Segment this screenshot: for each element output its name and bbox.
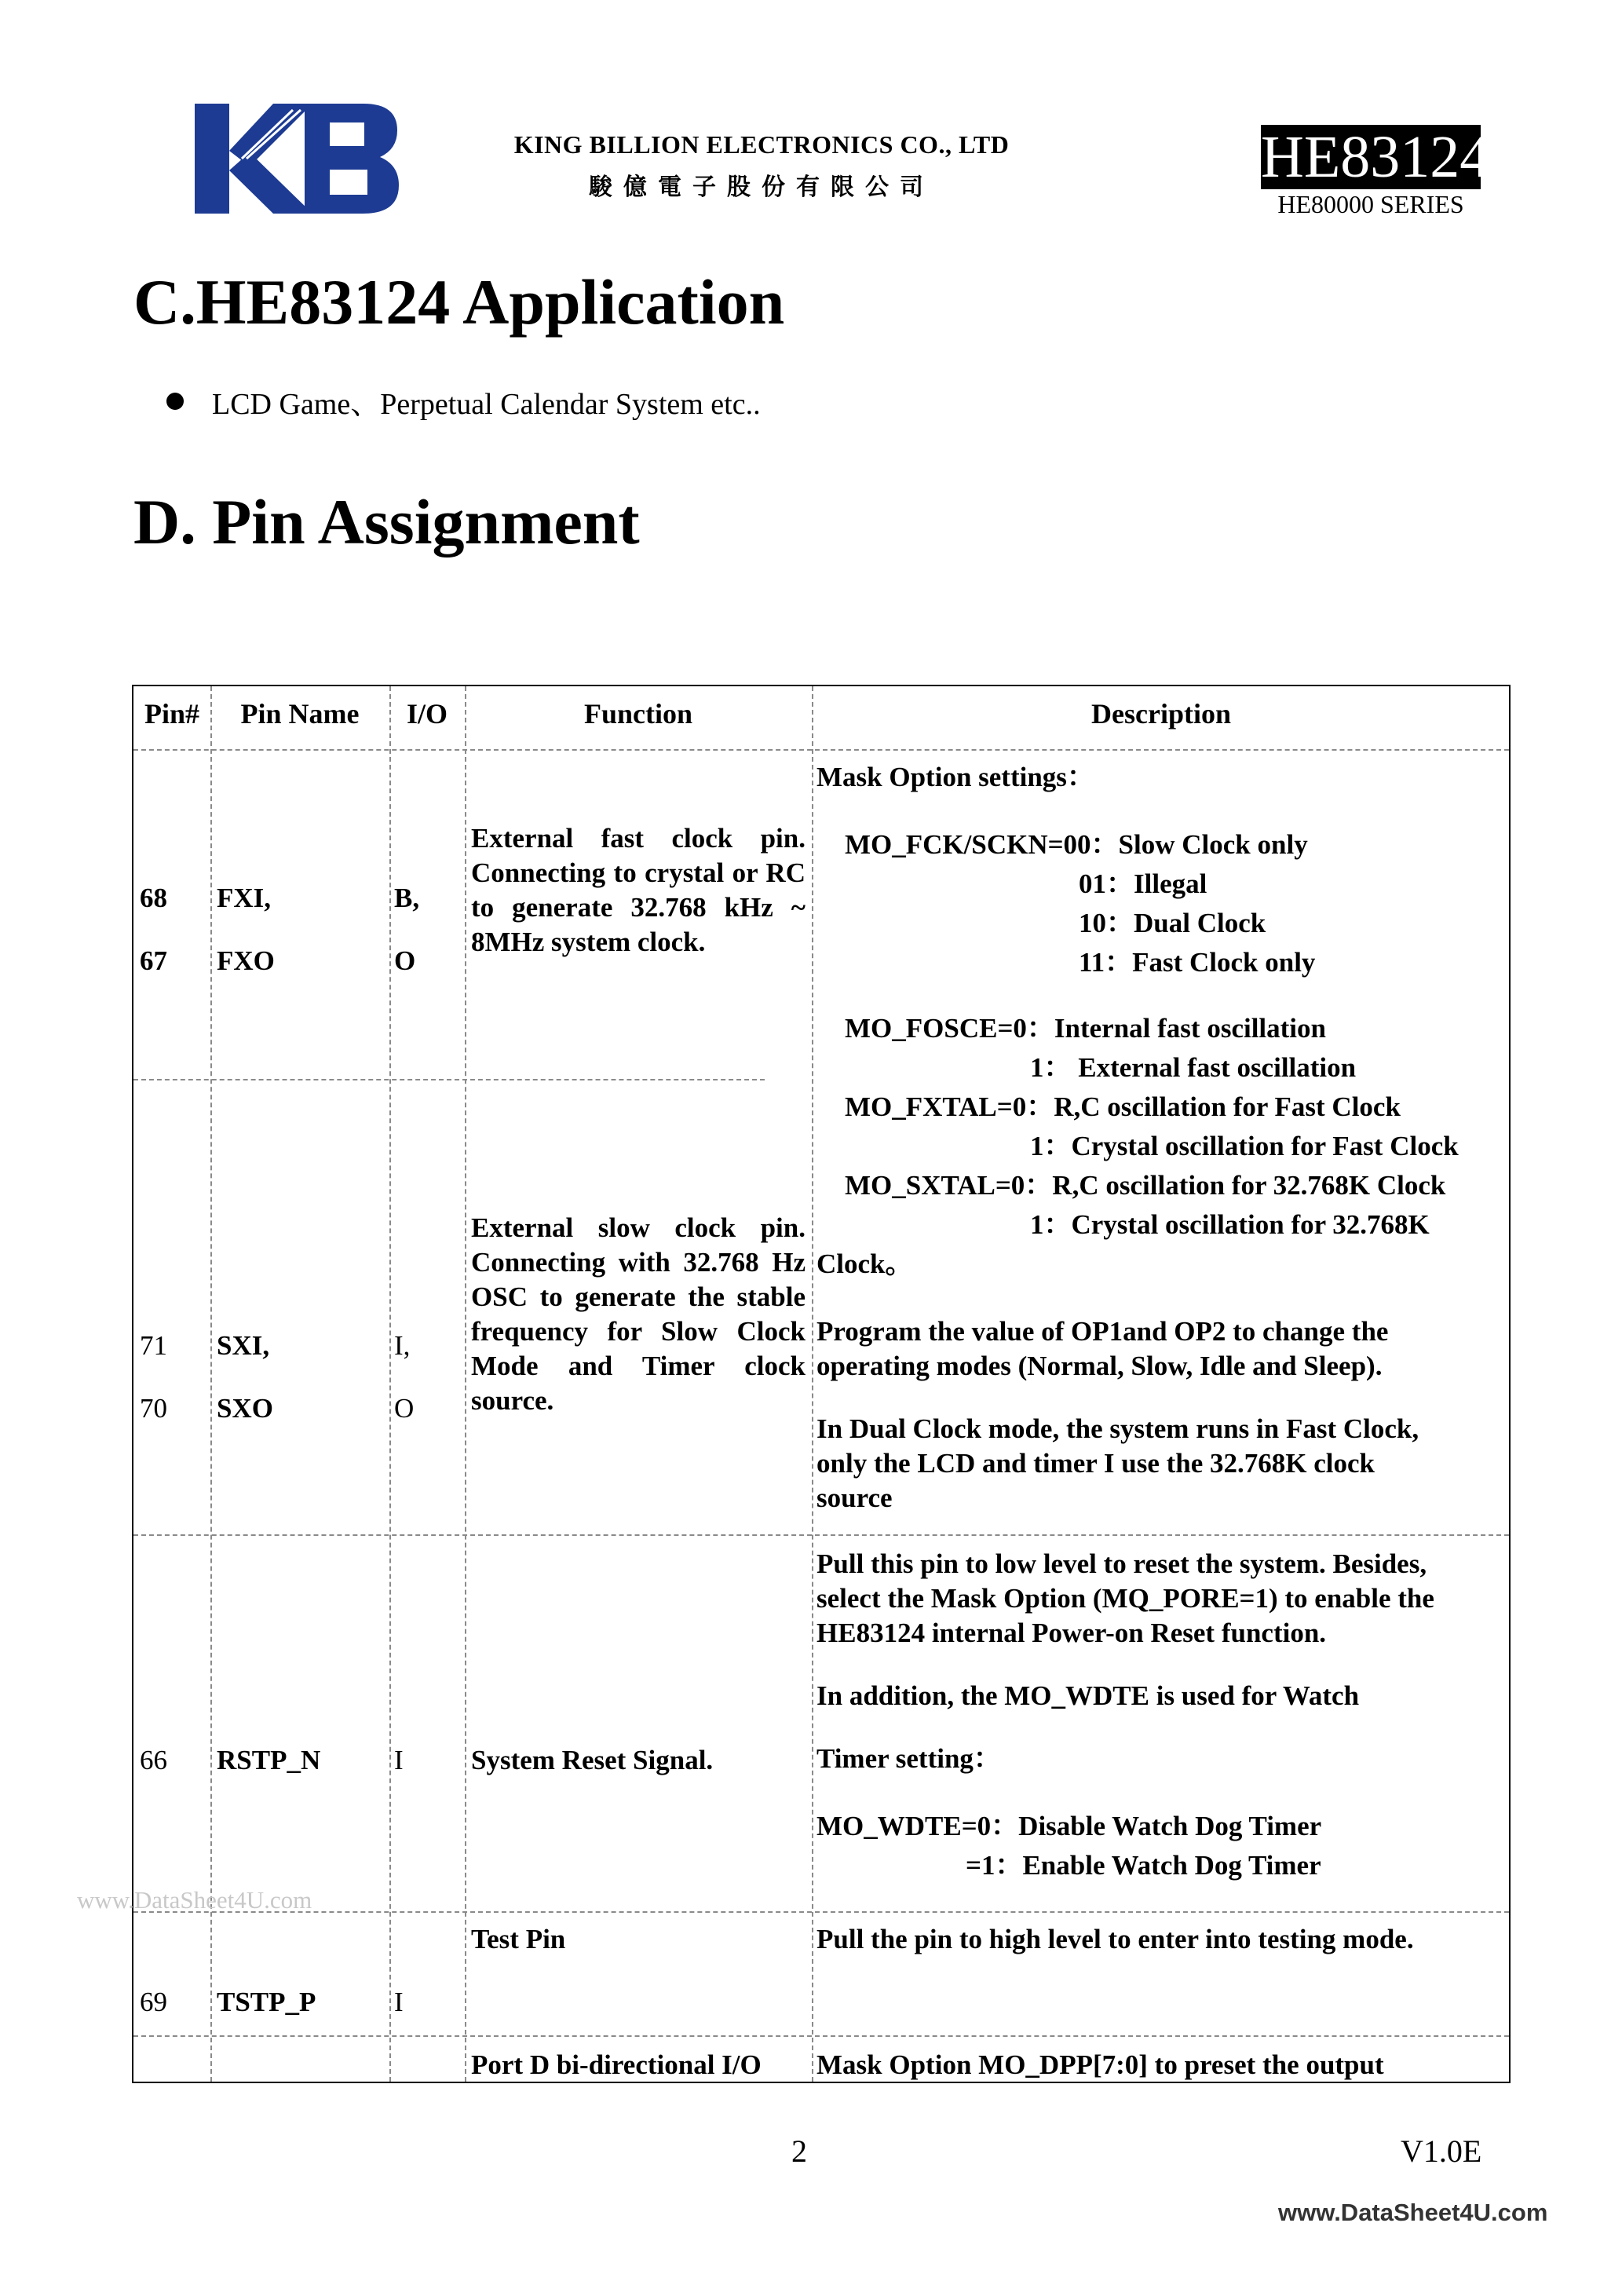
pin-io: I, <box>394 1330 411 1361</box>
bullet-icon <box>166 393 184 410</box>
pin-name: SXI, <box>217 1330 270 1361</box>
watermark: www.DataSheet4U.com <box>77 1886 312 1914</box>
pin-number: 68 <box>140 883 167 913</box>
application-text: LCD Game、Perpetual Calendar System etc.. <box>212 388 761 421</box>
desc-line: In Dual Clock mode, the system runs in Fast Clock, <box>816 1413 1419 1444</box>
pin-name: SXO <box>217 1393 273 1424</box>
desc-line: Timer setting： <box>816 1743 1001 1774</box>
desc-line: 01：Illegal <box>1079 868 1207 899</box>
pin-io: O <box>394 1393 415 1424</box>
pin-assignment-table <box>132 685 1511 2083</box>
pin-number: 70 <box>140 1393 167 1424</box>
desc-line: MO_FXTAL=0：R,C oscillation for Fast Clock <box>845 1091 1401 1122</box>
desc-line: Mask Option MO_DPP[7:0] to preset the output <box>816 2049 1384 2080</box>
desc-line: MO_FOSCE=0：Internal fast oscillation <box>845 1013 1326 1044</box>
pin-io: I <box>394 1987 404 2017</box>
header-io: I/O <box>406 698 448 729</box>
page-number: 2 <box>791 2133 807 2169</box>
footer-site[interactable]: www.DataSheet4U.com <box>1278 2199 1548 2226</box>
pin-function: External fast clock pin. Connecting to crystal or RC to generate 32.768 kHz ~ 8MHz system clock. <box>471 823 806 957</box>
col-divider <box>210 686 212 2082</box>
header-pin: Pin# <box>144 698 199 729</box>
section-d-title: D. Pin Assignment <box>133 486 640 558</box>
desc-line: =1：Enable Watch Dog Timer <box>966 1850 1321 1881</box>
pin-number: 67 <box>140 945 167 976</box>
col-divider <box>465 686 466 2082</box>
desc-line: Clock。 <box>816 1249 913 1279</box>
desc-line: 10：Dual Clock <box>1079 908 1266 938</box>
kb-logo <box>195 104 399 214</box>
pin-function: Port D bi-directional I/O <box>471 2049 762 2080</box>
desc-line: MO_WDTE=0：Disable Watch Dog Timer <box>816 1811 1322 1841</box>
desc-line: Pull the pin to high level to enter into testing mode. <box>816 1924 1414 1954</box>
desc-line: Mask Option settings： <box>816 762 1094 792</box>
company-block <box>471 130 1052 202</box>
row-divider <box>133 1911 1509 1913</box>
company-name-en: KING BILLION ELECTRONICS CO., LTD <box>513 130 1010 159</box>
pin-function: Test Pin <box>471 1924 566 1954</box>
pin-number: 66 <box>140 1745 167 1775</box>
desc-line: MO_FCK/SCKN=00：Slow Clock only <box>845 829 1308 860</box>
pin-io: I <box>394 1745 404 1775</box>
header-pin-name: Pin Name <box>240 698 360 729</box>
series-label: HE80000 SERIES <box>1277 190 1464 218</box>
desc-line: 1：Crystal oscillation for 32.768K <box>1030 1209 1430 1240</box>
pin-name: TSTP_P <box>217 1987 316 2017</box>
row-divider <box>133 2035 1509 2037</box>
desc-line: MO_SXTAL=0：R,C oscillation for 32.768K Clock <box>845 1170 1446 1201</box>
pin-io: O <box>394 945 416 976</box>
row-divider <box>133 1079 765 1080</box>
col-divider <box>389 686 391 2082</box>
pin-name: RSTP_N <box>217 1745 321 1775</box>
desc-line: 1： External fast oscillation <box>1030 1052 1357 1083</box>
section-c-title: C.HE83124 Application <box>133 266 785 338</box>
pin-function: System Reset Signal. <box>471 1745 714 1775</box>
pin-name: FXI, <box>217 883 272 913</box>
row-divider <box>133 1534 1509 1536</box>
header-function: Function <box>583 698 693 729</box>
desc-line: Pull this pin to low level to reset the system. Besides, <box>816 1548 1427 1579</box>
pin-number: 71 <box>140 1330 167 1361</box>
desc-line: operating modes (Normal, Slow, Idle and Sleep). <box>816 1351 1383 1381</box>
row-divider <box>133 749 1509 751</box>
model-badge: HE83124 <box>1261 124 1490 190</box>
desc-line: only the LCD and timer I use the 32.768K clock <box>816 1448 1375 1479</box>
desc-line: Program the value of OP1and OP2 to change the <box>816 1316 1389 1347</box>
desc-line: HE83124 internal Power-on Reset function. <box>816 1618 1327 1648</box>
version-label: V1.0E <box>1401 2133 1482 2169</box>
desc-line: 1：Crystal oscillation for Fast Clock <box>1030 1131 1459 1161</box>
pin-number: 69 <box>140 1987 167 2017</box>
application-bullet <box>166 379 761 422</box>
company-name-zh: 駿億電子股份有限公司 <box>589 174 934 200</box>
desc-line: 11：Fast Clock only <box>1079 947 1316 978</box>
col-divider <box>812 686 813 2082</box>
pin-name: FXO <box>217 945 275 976</box>
pin-io: B, <box>394 883 420 913</box>
header-description: Description <box>1091 698 1231 729</box>
desc-line: source <box>816 1483 893 1513</box>
desc-line: In addition, the MO_WDTE is used for Watch <box>816 1680 1360 1711</box>
desc-line: select the Mask Option (MQ_PORE=1) to enable the <box>816 1583 1434 1614</box>
pin-function: External slow clock pin. Connecting with 32.768 Hz OSC to generate the stable frequency for Slow Clock Mode and Timer clock source. <box>471 1212 806 1416</box>
